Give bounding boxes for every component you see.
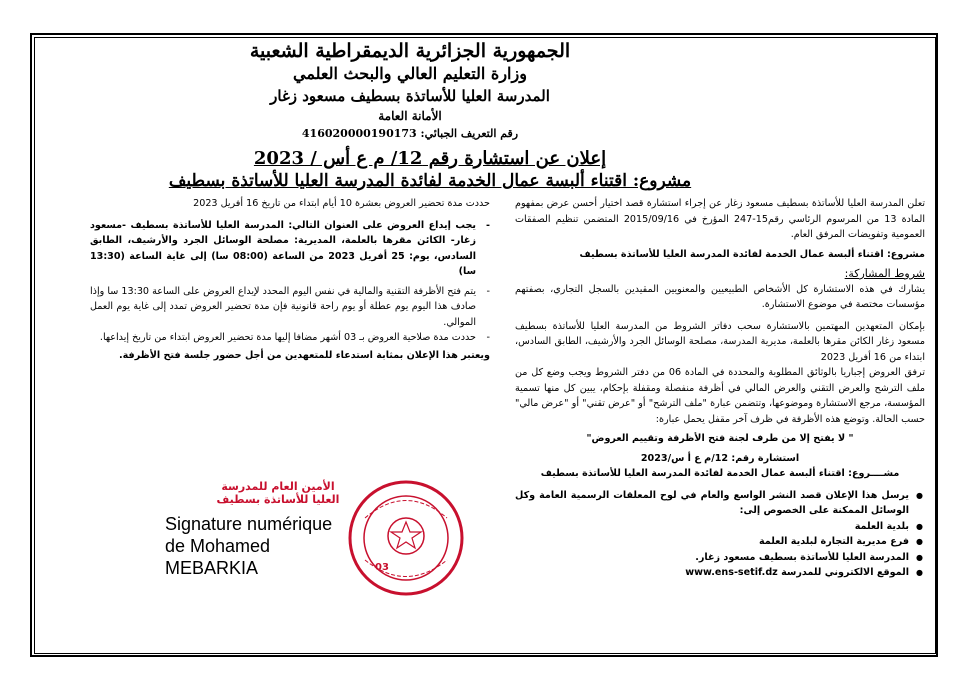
envelope-quote: " لا يفتح إلا من طرف لجنة فتح الأظرفة وتقييم العروض" bbox=[586, 433, 854, 444]
ministry-heading: وزارة التعليم العالي والبحث العلمي bbox=[293, 64, 527, 83]
list-item: ● فرع مديرية التجارة لبلدية العلمة bbox=[515, 534, 909, 550]
list-item: ● بلدية العلمة bbox=[515, 519, 909, 535]
project-title: مشروع: اقتناء ألبسة عمال الخدمة لفائدة المدرسة العليا للأساتذة بسطيف bbox=[168, 171, 692, 191]
seal-number: 03 bbox=[375, 562, 389, 573]
official-seal-icon bbox=[345, 478, 467, 598]
signature-line: MEBARKIA bbox=[165, 558, 259, 578]
list-item: ● يرسل هذا الإعلان قصد النشر الواسع والعام في لوح المعلقات الرسمية العامة وكل الوسائل الممكنة على الخصوص إلى: bbox=[515, 488, 909, 519]
secretariat-heading: الأمانة العامة bbox=[378, 109, 442, 123]
school-heading: المدرسة العليا للأساتذة بسطيف مسعود زغار bbox=[270, 87, 550, 105]
subject-line: مشــــروع: اقتناء ألبسة عمال الخدمة لفائدة المدرسة العليا للأساتذة بسطيف bbox=[540, 468, 900, 479]
list-item: - حددت مدة صلاحية العروض بـ 03 أشهر مضافا إليها مدة تحضير العروض ابتداء من تاريخ إيداعها. bbox=[90, 330, 476, 346]
republic-heading: الجمهورية الجزائرية الديمقراطية الشعبية bbox=[249, 40, 571, 62]
announcement-title: إعلان عن استشارة رقم 12/ م ع أس / 2023 bbox=[253, 148, 607, 169]
duration-line: حددت مدة تحضير العروض بعشرة 10 أيام ابتداء من تاريخ 16 أفريل 2023 bbox=[193, 198, 490, 209]
list-item: - يجب إيداع العروض على العنوان التالي: المدرسة العليا للأساتذة بسطيف -مسعود زغار- الكائن مقرها بالعلمة، المديرية: مصلحة الوسائل الجرد والأرشيف، الطابق السادس، يوم: 25 أفريل 2023 من الساعة (08:00 سا) إلى غاية الساعة (13:30 سا) bbox=[90, 218, 476, 280]
signature-line: de Mohamed bbox=[165, 536, 271, 556]
withdraw-paragraph: بإمكان المتعهدين المهتمين بالاستشارة سحب دفاتر الشروط من المدرسة العليا للأساتذة بسطيف مسعود زغار الكائن مقرها بالعلمة، مديرية المدرسة، مصلحة الوسائل الجرد والأرشيف، الطابق السادس، ابتداء من 16 أفريل 2023 bbox=[515, 320, 925, 363]
intro-paragraph: تعلن المدرسة العليا للأساتذة بسطيف مسعود زغار عن إجراء استشارة قصد اختيار أحسن عرض بمفهوم المادة 13 من المرسوم الرئاسي رقم15-247 المؤرخ في 2015/09/16 المتضمن تنظيم الصفقات العمومية وتفويضات المرفق العام. bbox=[515, 198, 925, 240]
digital-signature bbox=[165, 513, 355, 579]
left-column bbox=[90, 196, 490, 363]
director-stamp: الأمين العام للمدرسة العليا للأساتذة بسطيف bbox=[216, 480, 340, 506]
conditions-list bbox=[90, 218, 490, 346]
invitation-line: ويعتبر هذا الإعلان بمثابة استدعاء للمتعهدين من أجل حضور جلسة فتح الأظرفة. bbox=[118, 349, 490, 361]
website-link[interactable]: ● الموقع الالكتروني للمدرسة www.ens-setif.dz bbox=[515, 565, 909, 581]
submit-paragraph: ترفق العروض إجباريا بالوثائق المطلوبة والمحددة في المادة 06 من دفتر الشروط ويجب وضع كل من ملف الترشح والعرض التقني والعرض المالي في أظرفة منفصلة ومقفلة بإحكام، يبين كل منها تسمية المؤسسة، مرجع الاستشارة وموضوعها، وتتضمن عبارة "ملف الترشح" أو "عرض تقني" أو "عرض مالي" حسب الحالة. وتوضع هذه الأظرفة في ظرف آخر مقفل يحمل عبارة: bbox=[515, 367, 925, 425]
conditions-title: شروط المشاركة: bbox=[844, 267, 925, 280]
project-line: مشروع: اقتناء ألبسة عمال الخدمة لفائدة المدرسة العليا للأساتذة بسطيف bbox=[579, 248, 925, 260]
tax-id: رقم التعريف الجبائي: 416020000190173 bbox=[301, 127, 519, 140]
conditions-paragraph: يشارك في هذه الاستشارة كل الأشخاص الطبيعيين والمعنويين المقيدين بالسجل التجاري، بصفتهم مؤسسات مختصة في موضوع الاستشارة. bbox=[515, 283, 925, 310]
consult-reference: استشارة رقم: 12/م ع أ س/2023 bbox=[640, 452, 800, 464]
list-item: ● المدرسة العليا للأساتذة بسطيف مسعود زغار. bbox=[515, 550, 909, 566]
distribution-list bbox=[515, 488, 925, 581]
signature-line: Signature numérique bbox=[165, 514, 333, 534]
right-column bbox=[515, 196, 925, 581]
list-item: - يتم فتح الأظرفة التقنية والمالية في نفس اليوم المحدد لإيداع العروض على الساعة 13:30 سا وإذا صادف هذا اليوم يوم عطلة أو يوم راحة قانونية فإن مدة تحضير العروض تمدد إلى غاية يوم العمل الموالي. bbox=[90, 284, 476, 331]
